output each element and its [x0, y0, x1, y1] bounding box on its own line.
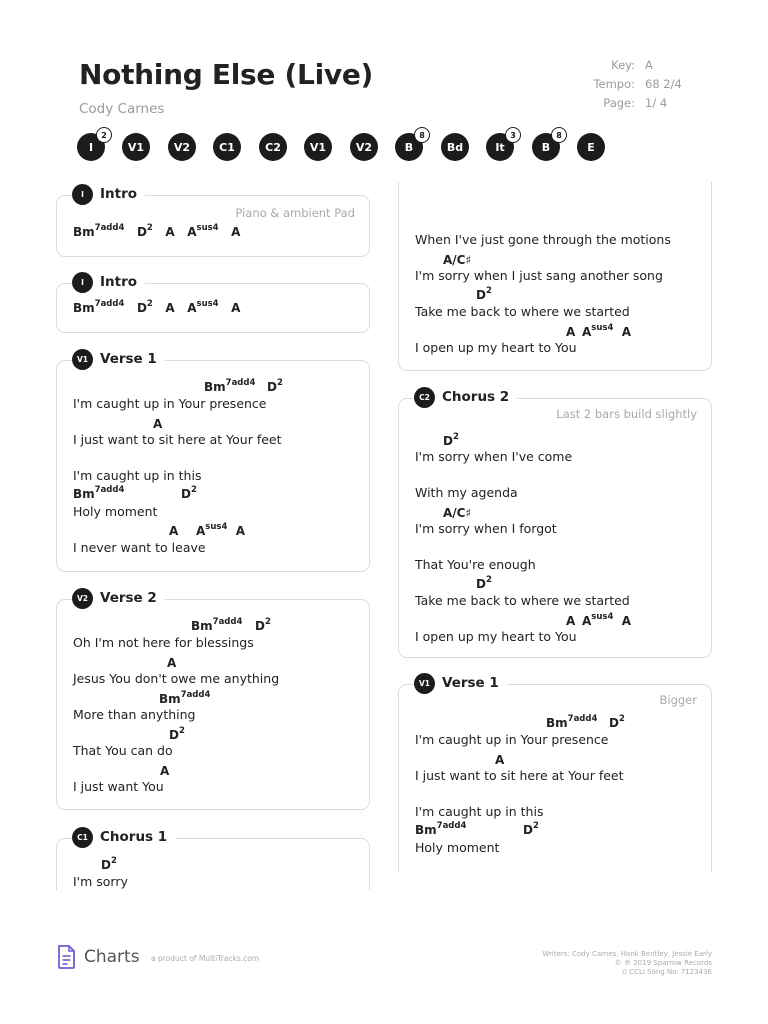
lyric-line: I'm sorry when I just sang another song [415, 268, 663, 283]
song-meta [590, 58, 682, 115]
repeat-count-badge: 8 [414, 127, 430, 143]
section-note: Bigger [659, 693, 697, 707]
writers: Writers: Cody Carnes, Hank Bentley, Jessie Early [542, 950, 712, 958]
chart-column-right [397, 182, 713, 872]
chord: A/C♯ [443, 253, 472, 267]
chord: $D^2$ [523, 821, 539, 837]
section-title: Intro [100, 274, 138, 290]
lyric-line: I'm caught up in this [73, 468, 202, 483]
document-icon [57, 945, 76, 969]
roadmap-item-chorus1[interactable]: C1 [213, 133, 241, 161]
section-header [72, 825, 175, 849]
lyric-line: With my agenda [415, 485, 518, 500]
lyric-line: Take me back to where we started [415, 304, 630, 319]
song-roadmap [77, 130, 717, 161]
song-title: Nothing Else (Live) [79, 58, 374, 91]
roadmap-item-bridge[interactable]: B 8 [532, 133, 560, 161]
chord: $D^2$ [255, 617, 271, 633]
section-verse-1 [55, 347, 371, 572]
section-badge: V1 [414, 673, 435, 694]
charts-logo[interactable] [57, 945, 140, 969]
lyric-line: I just want to sit here at Your feet [415, 768, 624, 783]
roadmap-item-verse2[interactable]: V2 [168, 133, 196, 161]
lyric-line: I'm sorry when I've come [415, 449, 573, 464]
lyric-line: Oh I'm not here for blessings [73, 635, 254, 650]
lyric-line: I'm sorry when I forgot [415, 521, 557, 536]
section-chorus-1-continued [397, 182, 713, 371]
chord: A [160, 764, 170, 778]
lyric-line: I just want to sit here at Your feet [73, 432, 282, 447]
chord: $Bm^{7add4}$ [204, 378, 256, 394]
key-label: Key: [611, 58, 635, 72]
lyric-line: Jesus You don't owe me anything [73, 671, 280, 686]
chord: $Bm^{7add4}$ [546, 714, 598, 730]
lyric-line: I'm caught up in Your presence [415, 732, 609, 747]
lyric-line: I'm caught up in Your presence [73, 396, 267, 411]
repeat-count-badge: 3 [505, 127, 521, 143]
lyric-line: Holy moment [415, 840, 500, 855]
chord-line: $Bm^{7add4}$ $D^2$ A $A^{sus4}$ A [73, 299, 241, 315]
lyric-line: I'm sorry [73, 874, 128, 889]
section-title: Chorus 2 [442, 389, 510, 405]
lyric-line: I never want to leave [73, 540, 206, 555]
chord: $Bm^{7add4}$ [159, 690, 211, 706]
copyright: © ℗ 2019 Sparrow Records [614, 959, 712, 967]
lyric-line: Holy moment [73, 504, 158, 519]
section-note: Piano & ambient Pad [235, 206, 355, 220]
roadmap-item-verse1[interactable]: V1 [304, 133, 332, 161]
brand-name: Charts [84, 947, 140, 967]
ccli-number: // CCLI Song No. 7123436 [622, 968, 712, 976]
chord: $D^2$ [181, 485, 197, 501]
song-credits [542, 950, 712, 977]
chord: A [153, 417, 163, 431]
section-chorus-1 [55, 825, 371, 890]
section-title: Verse 1 [100, 351, 157, 367]
lyric-line: That You're enough [415, 557, 536, 572]
section-badge: V2 [72, 588, 93, 609]
chord: A [566, 325, 576, 339]
chord: $D^2$ [609, 714, 625, 730]
lyric-line: Take me back to where we started [415, 593, 630, 608]
lyric-line: When I've just gone through the motions [415, 232, 671, 247]
chord: $Bm^{7add4}$ [415, 821, 467, 837]
section-title: Verse 2 [100, 590, 157, 606]
chart-column-left [55, 182, 371, 890]
section-title: Verse 1 [442, 675, 499, 691]
tempo-label: Tempo: [593, 77, 635, 91]
roadmap-item-intro[interactable]: I 2 [77, 133, 105, 161]
section-badge: I [72, 184, 93, 205]
chord: $D^2$ [443, 432, 459, 448]
song-artist: Cody Carnes [79, 101, 165, 117]
section-verse-2 [55, 586, 371, 810]
lyric-line: I just want You [73, 779, 164, 794]
section-intro [55, 270, 371, 333]
chord: $D^2$ [267, 378, 283, 394]
section-intro [55, 182, 371, 257]
roadmap-item-chorus2[interactable]: C2 [259, 133, 287, 161]
section-header [72, 270, 145, 294]
chord: A [167, 656, 177, 670]
repeat-count-badge: 8 [551, 127, 567, 143]
chord: A [566, 614, 576, 628]
product-note: a product of MultiTracks.com [151, 954, 260, 963]
chord-line: $Bm^{7add4}$ $D^2$ A $A^{sus4}$ A [73, 223, 241, 239]
chord: $Bm^{7add4}$ [191, 617, 243, 633]
section-title: Intro [100, 186, 138, 202]
page-value: 1/ 4 [645, 96, 668, 110]
section-chorus-2 [397, 385, 713, 658]
section-note: Last 2 bars build slightly [556, 407, 697, 421]
lyric-line: I open up my heart to You [415, 340, 577, 355]
roadmap-item-verse2[interactable]: V2 [350, 133, 378, 161]
page-label: Page: [603, 96, 635, 110]
roadmap-item-ending[interactable]: E [577, 133, 605, 161]
key-value: A [645, 58, 653, 72]
section-header [72, 182, 145, 206]
chord: $D^2$ [169, 726, 185, 742]
chord: $D^2$ [476, 575, 492, 591]
roadmap-item-bridge[interactable]: B 8 [395, 133, 423, 161]
chord: A [495, 753, 505, 767]
section-badge: I [72, 272, 93, 293]
section-badge: C2 [414, 387, 435, 408]
section-header [72, 347, 165, 371]
chord: $A^{sus4}$ A [196, 522, 246, 538]
chord: $A^{sus4}$ A [582, 323, 632, 339]
roadmap-item-interlude[interactable]: It 3 [486, 133, 514, 161]
roadmap-item-verse1[interactable]: V1 [122, 133, 150, 161]
section-header [414, 671, 507, 695]
lyric-line: I open up my heart to You [415, 629, 577, 644]
lyric-line: That You can do [73, 743, 173, 758]
section-badge: C1 [72, 827, 93, 848]
tempo-value: 68 2/4 [645, 77, 682, 91]
section-title: Chorus 1 [100, 829, 168, 845]
section-badge: V1 [72, 349, 93, 370]
roadmap-item-bridge-down[interactable]: Bd [441, 133, 469, 161]
lyric-line: I'm caught up in this [415, 804, 544, 819]
chord: $D^2$ [101, 856, 117, 872]
section-header [414, 385, 517, 409]
chord: A [169, 524, 179, 538]
chord: $D^2$ [476, 286, 492, 302]
lyric-line: More than anything [73, 707, 196, 722]
chord: $A^{sus4}$ A [582, 612, 632, 628]
section-header [72, 586, 165, 610]
chord: A/C♯ [443, 506, 472, 520]
section-verse-1 [397, 671, 713, 872]
repeat-count-badge: 2 [96, 127, 112, 143]
chord: $Bm^{7add4}$ [73, 485, 125, 501]
